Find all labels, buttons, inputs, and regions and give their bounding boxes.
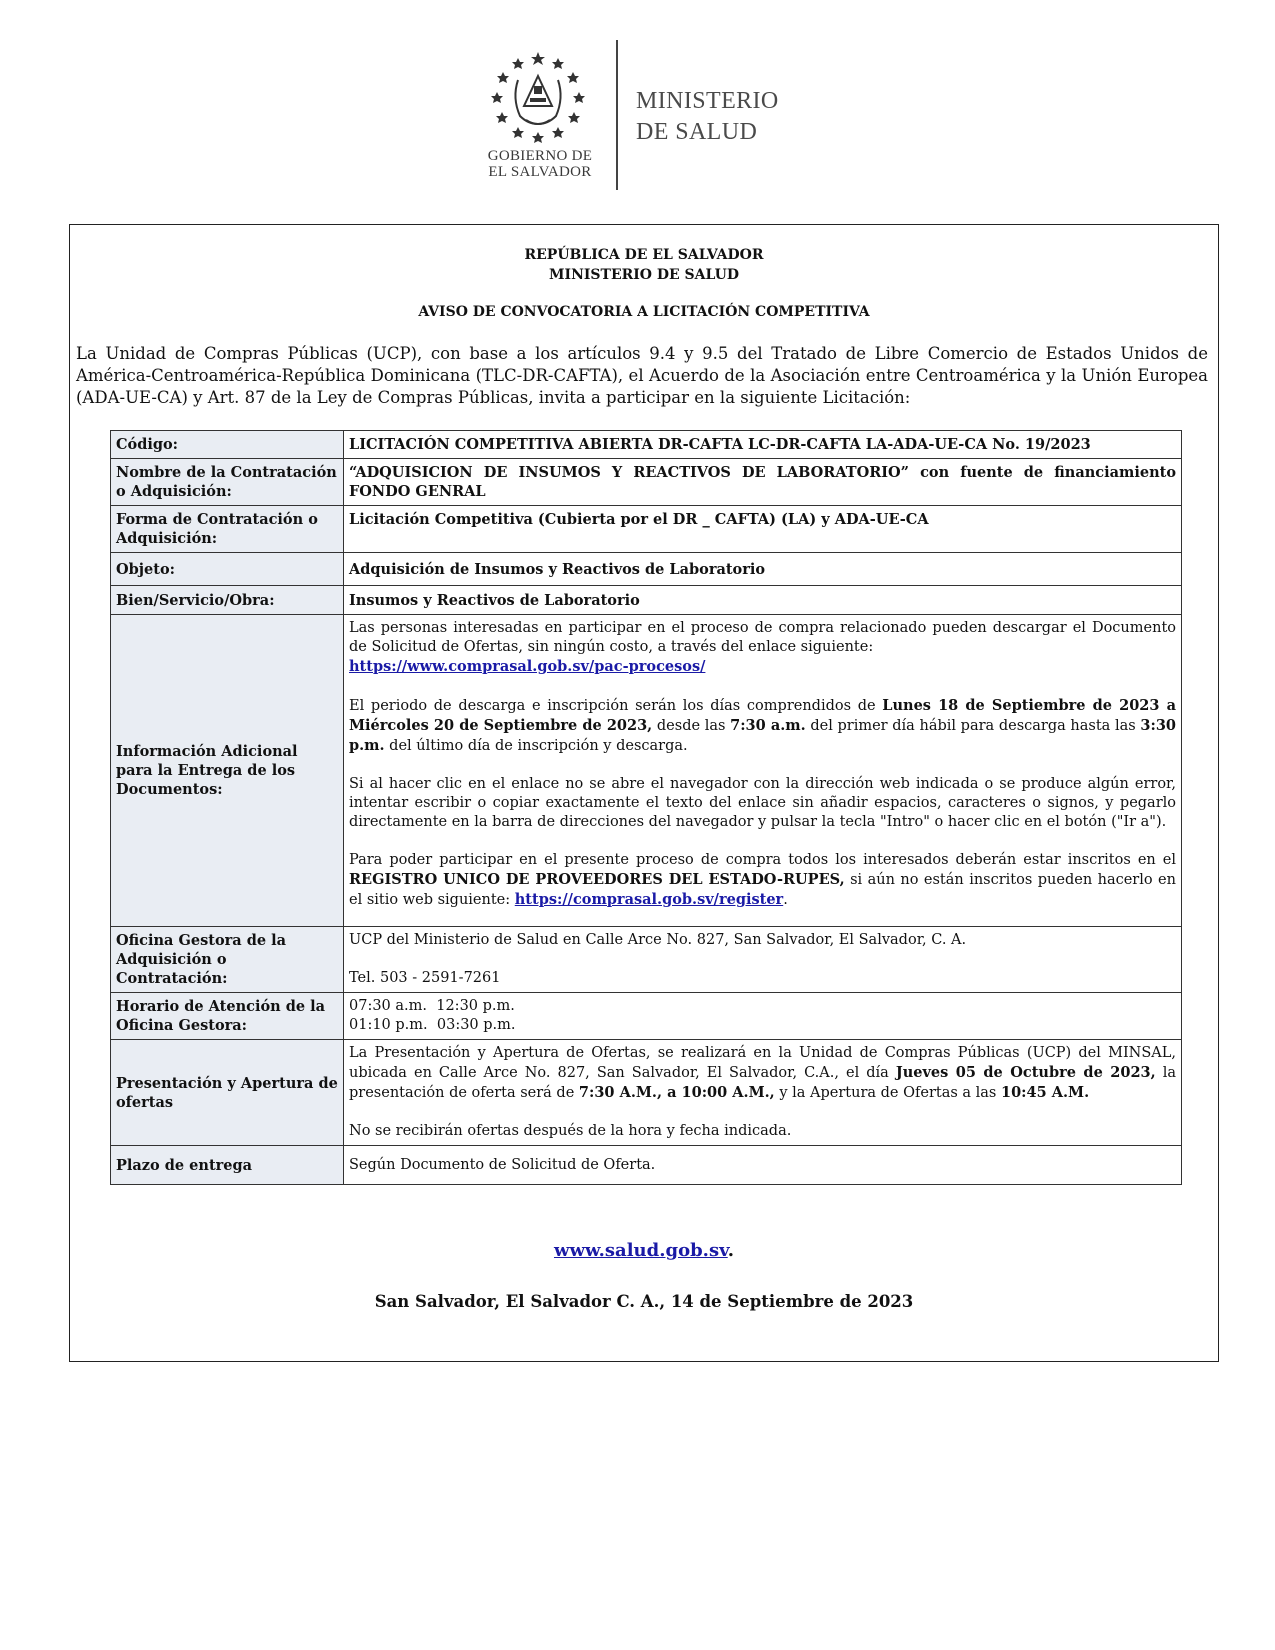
period-text-4: del último día de inscripción y descarga.	[384, 738, 688, 754]
ministry-line-2: DE SALUD	[636, 119, 758, 145]
horario-value	[344, 993, 1182, 1040]
table-row	[111, 927, 1182, 993]
rupes-text-2: si aún no están inscritos pueden hacerlo en el sitio web siguiente:	[349, 872, 1176, 908]
start-time: 7:30 a.m.	[730, 717, 806, 734]
oficina-value	[344, 927, 1182, 993]
table-row	[111, 459, 1182, 506]
presentacion-value	[344, 1040, 1182, 1146]
info-text-1: Las personas interesadas en participar en el proceso de compra relacionado pueden descargar el Documento de Solicitud de Ofertas, sin ningún costo, a través del enlace siguiente:	[349, 620, 1176, 655]
info-label: Información Adicional para la Entrega de los Documentos:	[111, 615, 344, 927]
nombre-label: Nombre de la Contratación o Adquisición:	[111, 459, 344, 506]
notice-title: AVISO DE CONVOCATORIA A LICITACIÓN COMPETITIVA	[418, 304, 870, 320]
end-time: 3:30 p.m.	[349, 717, 1176, 754]
government-name	[480, 148, 600, 180]
rupes-text: Para poder participar en el presente proceso de compra todos los interesados deberán estar inscritos en el	[349, 852, 1176, 868]
info-paragraph-1	[349, 619, 1176, 677]
comprasal-register-link[interactable]: https://comprasal.gob.sv/register	[514, 891, 784, 908]
period-text: El periodo de descarga e inscripción serán los días comprendidos de	[349, 698, 883, 714]
period-dates: Lunes 18 de Septiembre de 2023 a Miércoles 20 de Septiembre de 2023,	[349, 697, 1177, 734]
table-row	[111, 586, 1182, 615]
period-text-3: del primer día hábil para descarga hasta las	[805, 718, 1141, 734]
presentation-hours: 7:30 A.M., a 10:00 A.M.,	[578, 1084, 775, 1101]
presentation-text-2: la presentación de oferta será de	[349, 1065, 1176, 1101]
government-line-1: GOBIERNO DE	[487, 148, 593, 164]
presentacion-label: Presentación y Apertura de ofertas	[111, 1040, 344, 1146]
bien-value: Insumos y Reactivos de Laboratorio	[344, 586, 1182, 615]
rupes-name: REGISTRO UNICO DE PROVEEDORES DEL ESTADO-RUPES,	[349, 871, 845, 888]
table-row	[111, 431, 1182, 459]
logo-divider	[616, 40, 618, 190]
presentation-paragraph	[349, 1044, 1176, 1103]
table-row	[111, 993, 1182, 1040]
forma-value: Licitación Competitiva (Cubierta por el DR _ CAFTA) (LA) y ADA-UE-CA	[344, 506, 1182, 553]
presentation-text: La Presentación y Apertura de Ofertas, se realizará en la Unidad de Compras Públicas (UCP) del MINSAL, ubicada en Calle Arce No. 827, San Salvador, El Salvador, C.A., el día	[349, 1045, 1176, 1081]
notice-frame	[69, 224, 1219, 1362]
info-paragraph-4	[349, 851, 1176, 910]
horario-label: Horario de Atención de la Oficina Gestora:	[111, 993, 344, 1040]
website-line	[70, 1240, 1218, 1261]
table-row	[111, 506, 1182, 553]
country-heading: REPÚBLICA DE EL SALVADOR	[524, 247, 764, 263]
ministry-name	[636, 86, 779, 148]
office-address: UCP del Ministerio de Salud en Calle Arce No. 827, San Salvador, El Salvador, C. A.	[349, 932, 967, 948]
codigo-value: LICITACIÓN COMPETITIVA ABIERTA DR-CAFTA LC-DR-CAFTA LA-ADA-UE-CA No. 19/2023	[344, 431, 1182, 459]
tender-info-table	[110, 430, 1182, 1185]
coat-of-arms-icon	[488, 50, 588, 145]
opening-time: 10:45 A.M.	[1000, 1084, 1090, 1101]
hours-morning: 07:30 a.m. 12:30 p.m.	[349, 998, 515, 1014]
plazo-value: Según Documento de Solicitud de Oferta.	[344, 1146, 1182, 1185]
ministry-line-1: MINISTERIO	[636, 88, 779, 114]
header-logo	[488, 40, 788, 190]
table-row	[111, 1146, 1182, 1185]
objeto-value: Adquisición de Insumos y Reactivos de Laboratorio	[344, 553, 1182, 586]
ministry-heading: MINISTERIO DE SALUD	[549, 267, 739, 283]
bien-label: Bien/Servicio/Obra:	[111, 586, 344, 615]
table-row	[111, 615, 1182, 927]
late-offers-note: No se recibirán ofertas después de la hora y fecha indicada.	[349, 1123, 792, 1139]
hours-afternoon: 01:10 p.m. 03:30 p.m.	[349, 1017, 516, 1033]
presentation-text-3: y la Apertura de Ofertas a las	[774, 1085, 1001, 1101]
table-row	[111, 1040, 1182, 1146]
ministry-website-link[interactable]: www.salud.gob.sv	[553, 1240, 728, 1261]
info-value	[344, 615, 1182, 927]
presentation-date: Jueves 05 de Octubre de 2023,	[895, 1064, 1156, 1081]
website-period: .	[727, 1240, 735, 1261]
period-text-2: desde las	[652, 718, 731, 734]
office-phone: Tel. 503 - 2591-7261	[349, 970, 501, 986]
oficina-label: Oficina Gestora de la Adquisición o Contratación:	[111, 927, 344, 993]
codigo-label: Código:	[111, 431, 344, 459]
nombre-value: “ADQUISICION DE INSUMOS Y REACTIVOS DE LABORATORIO” con fuente de financiamiento FONDO GENRAL	[344, 459, 1182, 506]
dateline: San Salvador, El Salvador C. A., 14 de Septiembre de 2023	[374, 1292, 914, 1311]
table-row	[111, 553, 1182, 586]
rupes-period: .	[783, 892, 788, 908]
comprasal-pac-link[interactable]: https://www.comprasal.gob.sv/pac-procesos/	[349, 658, 706, 675]
info-paragraph-3: Si al hacer clic en el enlace no se abre el navegador con la dirección web indicada o se produce algún error, intentar escribir o copiar exactamente el texto del enlace sin añadir espacios, caracteres o signos, y pegarlo directamente en la barra de direcciones del navegador y pulsar la tecla "Intro" o hacer clic en el botón ("Ir a").	[349, 776, 1176, 830]
plazo-label: Plazo de entrega	[111, 1146, 344, 1185]
government-line-2: EL SALVADOR	[488, 164, 592, 180]
forma-label: Forma de Contratación o Adquisición:	[111, 506, 344, 553]
objeto-label: Objeto:	[111, 553, 344, 586]
info-paragraph-2	[349, 696, 1176, 756]
intro-paragraph: La Unidad de Compras Públicas (UCP), con base a los artículos 9.4 y 9.5 del Tratado de Libre Comercio de Estados Unidos de América-Centroamérica-República Dominicana (TLC-DR-CAFTA), el Acuerdo de la Asociación entre Centroamérica y la Unión Europea (ADA-UE-CA) y Art. 87 de la Ley de Compras Públicas, invita a participar en la siguiente Licitación:	[76, 344, 1208, 407]
